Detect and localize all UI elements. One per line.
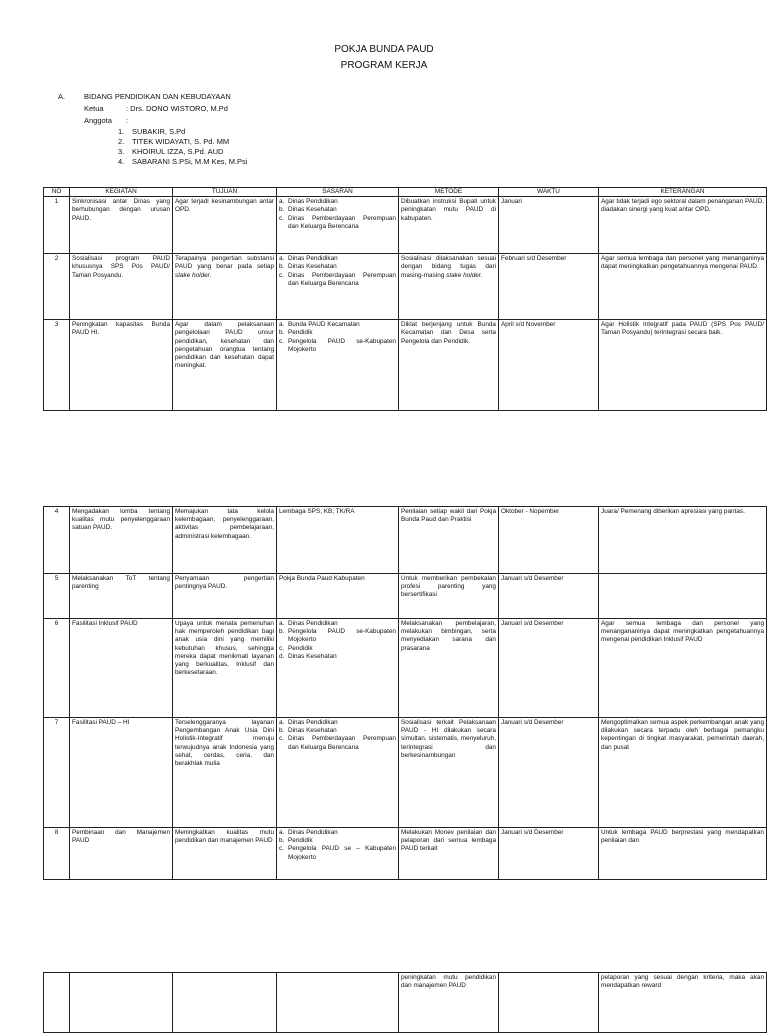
document-title: POKJA BUNDA PAUD bbox=[334, 44, 434, 55]
member-name: KHOIRUL IZZA, S.Pd. AUD bbox=[132, 147, 224, 156]
row-keterangan: Untuk lembaga PAUD berprestasi yang mendapatkan penilaian dan bbox=[599, 828, 767, 880]
row-waktu: Januari bbox=[499, 197, 599, 254]
table-header-row bbox=[44, 188, 767, 197]
ketua-value: : Drs. DONO WISTORO, M.Pd bbox=[126, 104, 228, 113]
sasaran-item: b. Dinas Kesehatan bbox=[279, 727, 337, 735]
row-waktu: Februari s/d Desember bbox=[499, 254, 599, 320]
member-list bbox=[118, 127, 247, 167]
table-row bbox=[44, 507, 767, 574]
ketua-label: Ketua bbox=[84, 104, 104, 113]
row-keterangan: pelaporan yang sesuai dengan kriteria, maka akan mendapatkan reward bbox=[599, 973, 767, 1033]
row-metode: Dibuatkan instruksi Bupati untuk peningkatan mutu PAUD di kabupaten. bbox=[399, 197, 499, 254]
member-item bbox=[118, 137, 247, 147]
row-no: 7 bbox=[44, 718, 70, 828]
row-kegiatan: Sosialisasi program PAUD khususnya SPS Pos PAUD/ Taman Posyandu. bbox=[70, 254, 173, 320]
member-number: 3. bbox=[118, 147, 125, 156]
table-row bbox=[44, 197, 767, 254]
table-row bbox=[44, 828, 767, 880]
row-keterangan: Mengoptimalkan semua aspek perkembangan anak yang dilakukan secara terpadu oleh berbagai pemangku kepentingan di tingkat masyarakat, pemerintah daerah, dan pusat bbox=[599, 718, 767, 828]
row-keterangan: Agar semua lembaga dan personel yang menanganinya dapat meningkatkan pengetahuannya mengenai PAUD. bbox=[599, 254, 767, 320]
row-kegiatan: Sinkronisasi antar Dinas yang berhubungan dengan urusan PAUD. bbox=[70, 197, 173, 254]
sasaran-item: a. Dinas Pendidikan bbox=[279, 620, 338, 627]
table-row bbox=[44, 574, 767, 619]
document-subtitle: PROGRAM KERJA bbox=[340, 60, 428, 71]
table-row bbox=[44, 718, 767, 828]
sasaran-item: a. Dinas Pendidikan bbox=[279, 198, 338, 206]
row-waktu: Januari s/d Desember bbox=[499, 619, 599, 718]
row-kegiatan: Melaksanakan ToT tentang parenting bbox=[70, 574, 173, 619]
sasaran-item: a. Bunda PAUD Kecamatan bbox=[279, 321, 360, 329]
row-no: 6 bbox=[44, 619, 70, 718]
row-keterangan bbox=[599, 574, 767, 619]
row-no: 2 bbox=[44, 254, 70, 320]
header-tujuan: TUJUAN bbox=[173, 188, 277, 197]
row-tujuan: Memajukan tata kelola kelembagaan, penyelenggaraan, aktivitas pembelajaraan, administrasi kelembagaan. bbox=[173, 507, 277, 574]
row-kegiatan: Peningkatan kapasitas Bunda PAUD HI. bbox=[70, 320, 173, 411]
row-kegiatan: Mengadakan lomba tentang kualitas mutu penyelenggaraan satuan PAUD. bbox=[70, 507, 173, 574]
row-metode: Sosialisasi dilaksanakan sesuai dengan bidang tugas dari masing-masing stake holder. bbox=[399, 254, 499, 320]
member-number: 4. bbox=[118, 157, 125, 166]
sasaran-item: c. Dinas Pemberdayaan Perempuan dan Keluarga Berencana bbox=[279, 271, 396, 287]
member-name: SABARANI S.PSi, M.M Kes, M.Psi bbox=[132, 157, 248, 166]
row-keterangan: Agar Holistik Integratif pada PAUD (SPS Pos PAUD/ Taman Posyandu) terintegrasi secara baik. bbox=[599, 320, 767, 411]
row-metode: Diklat berjenjang untuk Bunda Kecamatan dan Desa serta Pengelola dan Pendidik. bbox=[399, 320, 499, 411]
sasaran-item: c. Dinas Pemberdayaan Perempuan dan Keluarga Berencana bbox=[279, 735, 396, 751]
row-no: 8 bbox=[44, 828, 70, 880]
sasaran-item: b. Pengelola PAUD se-Kabupaten Mojokerto bbox=[279, 628, 396, 644]
sasaran-item: b. Dinas Kesehatan bbox=[279, 263, 337, 271]
sasaran-item: b. Dinas Kesehatan bbox=[279, 206, 337, 214]
member-item bbox=[118, 157, 247, 167]
row-waktu: Januari s/d Desember bbox=[499, 718, 599, 828]
row-metode: Penilaian setiap wakil dari Pokja Bunda Paud dan Praktisi bbox=[399, 507, 499, 574]
member-item bbox=[118, 127, 247, 137]
sasaran-item: c. Dinas Pemberdayaan Perempuan dan Keluarga Berencana bbox=[279, 214, 396, 230]
row-waktu: Oktober - Nopember bbox=[499, 507, 599, 574]
section-heading: BIDANG PENDIDIKAN DAN KEBUDAYAAN bbox=[84, 92, 231, 101]
sasaran-item: c. Pengelola PAUD se – Kabupaten Mojokerto bbox=[279, 845, 396, 861]
member-item bbox=[118, 147, 247, 157]
row-tujuan: Upaya untuk menata pemenuhan hak memperoleh pendidikan bagi anak usia dini yang memiliki kebutuhan khusus, sehingga mereka dapat menikmati layanan yang berkualitas, Inklusif dan berkesetaraan. bbox=[173, 619, 277, 718]
row-tujuan: Terapainya pengertian substansi PAUD yang benar pada setiap stake holder. bbox=[173, 254, 277, 320]
row-tujuan: Agar terjadi kesinambungan antar OPD. bbox=[173, 197, 277, 254]
program-table-part-2 bbox=[43, 506, 767, 880]
row-metode: Sosialisasi terkait Pelaksanaan PAUD - HI dilakukan secara simultan, sistematis, menyeluruh, terintegrasi dan berkesinambungan bbox=[399, 718, 499, 828]
row-sasaran bbox=[277, 828, 399, 880]
row-sasaran bbox=[277, 619, 399, 718]
sasaran-item: a. Dinas Pendidikan bbox=[279, 255, 338, 263]
row-metode: Melakukan Monev penilaian dan pelaporan dari semua lembaga PAUD terkait bbox=[399, 828, 499, 880]
row-no: 1 bbox=[44, 197, 70, 254]
program-table-part-1 bbox=[43, 187, 767, 411]
member-number: 2. bbox=[118, 137, 125, 146]
row-waktu: Januari s/d Desember bbox=[499, 828, 599, 880]
sasaran-item: c. Pendidik bbox=[279, 644, 313, 652]
row-sasaran: Pokja Bunda Paud Kabupaten bbox=[277, 574, 399, 619]
header-keterangan: KETERANGAN bbox=[599, 188, 767, 197]
table-row bbox=[44, 254, 767, 320]
section-label: A. bbox=[58, 92, 66, 101]
row-kegiatan: Pembinaan dan Manajemen PAUD bbox=[70, 828, 173, 880]
row-sasaran bbox=[277, 197, 399, 254]
row-metode: Untuk memberikan pembekalan profesi parenting yang bersertifikasi bbox=[399, 574, 499, 619]
row-metode: peningkatan mutu pendidikan dan manajemen PAUD bbox=[399, 973, 499, 1033]
header-kegiatan: KEGIATAN bbox=[70, 188, 173, 197]
row-sasaran bbox=[277, 718, 399, 828]
anggota-label: Anggota bbox=[84, 116, 112, 125]
sasaran-item: b. Pendidik bbox=[279, 837, 313, 845]
row-keterangan: Juara/ Pemenang diberikan apresiasi yang pantas. bbox=[599, 507, 767, 574]
member-name: TITEK WIDAYATI, S. Pd. MM bbox=[132, 137, 230, 146]
row-sasaran: Lembaga SPS, KB, TK/RA bbox=[277, 507, 399, 574]
row-waktu: April s/d November bbox=[499, 320, 599, 411]
header-sasaran: SASARAN bbox=[277, 188, 399, 197]
sasaran-item: b. Pendidik bbox=[279, 329, 313, 337]
header-metode: METODE bbox=[399, 188, 499, 197]
row-tujuan: Penyamaan pengertian pentingnya PAUD. bbox=[173, 574, 277, 619]
member-name: SUBAKIR, S.Pd bbox=[132, 127, 186, 136]
sasaran-item: a. Dinas Pendidikan bbox=[279, 719, 338, 726]
table-row bbox=[44, 320, 767, 411]
row-no: 5 bbox=[44, 574, 70, 619]
row-no: 3 bbox=[44, 320, 70, 411]
sasaran-item: c. Pengelola PAUD se-Kabupaten Mojokerto bbox=[279, 337, 396, 353]
row-sasaran bbox=[277, 254, 399, 320]
sasaran-item: d. Dinas Kesehatan bbox=[279, 652, 337, 660]
row-metode: Melaksanakan pembelajaran, melakukan bimbingan, serta menyediakan sarana dan prasarana bbox=[399, 619, 499, 718]
row-tujuan: Meningkatkan kualitas mutu pendidikan dan manajemen PAUD bbox=[173, 828, 277, 880]
header-waktu: WAKTU bbox=[499, 188, 599, 197]
header-no: NO bbox=[44, 188, 70, 197]
row-keterangan: Agar tidak terjadi ego sektoral dalam penanganan PAUD, diadakan sinergi yang kuat antar OPD. bbox=[599, 197, 767, 254]
row-tujuan: Agar dalam pelaksanaan pengelolaan PAUD unsur pendidikan, kesehatan dan pengetahuan orangtua tentang pendidikan dan kesehatan dapat meningkat. bbox=[173, 320, 277, 411]
row-no: 4 bbox=[44, 507, 70, 574]
sasaran-item: a. Dinas Pendidikan bbox=[279, 829, 338, 836]
row-kegiatan: Fasilitasi PAUD – HI bbox=[70, 718, 173, 828]
row-tujuan: Terselenggaranya layanan Pengembangan Anak Usia Dini Holistik-Integratif menuju terwujudnya anak Indonesia yang sehat, cerdas, ceria, dan berakhlak mulia bbox=[173, 718, 277, 828]
member-number: 1. bbox=[118, 127, 125, 136]
row-sasaran bbox=[277, 320, 399, 411]
row-waktu: Januari s/d Desember bbox=[499, 574, 599, 619]
row-keterangan: Agar semua lembaga dan personel yang menangananinya dapat meningkatkan pengetahuannya mengenai pendidikan Inklusif PAUD bbox=[599, 619, 767, 718]
anggota-separator: : bbox=[126, 116, 129, 125]
table-row bbox=[44, 619, 767, 718]
row-kegiatan: Fasilitasi Inklusif PAUD bbox=[70, 619, 173, 718]
